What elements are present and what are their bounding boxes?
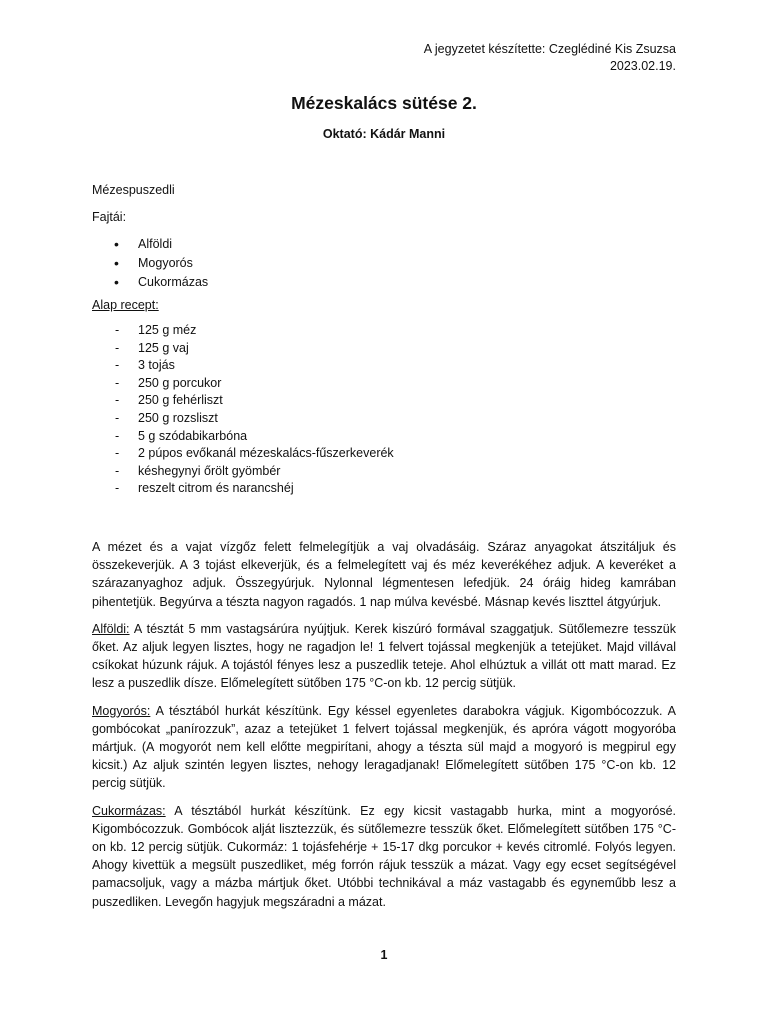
paragraph-text: A tésztából hurkát készítünk. Egy késsel egyenletes darabokra vágjuk. Kigombócozzuk. A gombócokat „panírozzuk”, azaz a tetejüket 1 felvert tojással megkenjük, és apróra vágott mogyoróba mártjuk. (A mogyorót nem kell előtte megpirítani, ahogy a tészta sül majd a mogyoró is megpirul egy kicsit.) Az aljuk szintén legyen lisztes, nehogy leragadjanak! Előmelegített sütőben 175 °C-on kb. 12 percig sütjük. — [92, 703, 676, 791]
paragraph-preparation — [92, 538, 676, 611]
types-label: Fajtái: — [92, 210, 127, 224]
paragraph-text: A tésztát 5 mm vastagsárúra nyújtjuk. Kerek kiszúró formával szaggatjuk. Sütőlemezre tesszük őket. Az aljuk legyen lisztes, hogy ne ragadjon le! 1 felvert tojással megkenjük a tetejüket. Majd villával csíkokat húzunk rájuk. A tojástól fényes lesz a puszedlik teteje. Ahol elhúztuk a villát ott matt marad. Ez lesz a puszedlik dísze. Előmelegített sütőben 175 °C-on kb. 12 percig sütjük. — [92, 621, 676, 691]
paragraph-heading: Mogyorós: — [92, 703, 151, 718]
types-list — [92, 235, 676, 292]
author-block — [424, 41, 676, 75]
ingredients-list — [92, 322, 676, 498]
paragraph-cukormazas — [92, 802, 676, 911]
paragraph-alfoldi — [92, 620, 676, 693]
paragraph-heading: Alföldi: — [92, 621, 130, 636]
paragraph-text: A mézet és a vajat vízgőz felett felmelegítjük a vaj olvadásáig. Száraz anyagokat átszitáljuk és összekeverjük. A 3 tojást elkeverjük, és a felmelegített vaj és méz keverékéhez adjuk. A keveréket a szárazanyaghoz adjuk. Összegyúrjuk. Nylonnal légmentesen lefedjük. 24 óráig hideg kamrában pihentetjük. Begyúrva a tészta nagyon ragadós. 1 nap múlva kevésbé. Másnap kevés liszttel átgyúrjuk. — [92, 539, 676, 609]
instructor-line: Oktató: Kádár Manni — [322, 127, 446, 141]
main-content — [92, 182, 676, 911]
paragraph-text: A tésztából hurkát készítünk. Ez egy kicsit vastagabb hurka, mint a mogyorósé. Kigombócozzuk. Gombócok alját lisztezzük, és sütőlemezre tesszük őket. Előmelegített sütőben 175 °C-on kb. 12 percig sütjük. Cukormáz: 1 tojásfehérje + 15-17 dkg porcukor + kevés citromlé. Folyós legyen. Ahogy kivettük a megsült puszedliket, még forrón rájuk tesszük a mázat. Vagy egy ecset segítségével pamacsoljuk, vagy a mázba mártjuk őket. Utóbbi technikával a máz vastagabb és egyneműbb lesz a puszedliken. Levegőn hagyjuk megszáradni a mázat. — [92, 803, 676, 909]
paragraph-mogyoros — [92, 702, 676, 793]
ingredient-item: - 250 g rozsliszt — [92, 410, 676, 428]
ingredient-item: - 3 tojás — [92, 357, 676, 375]
ingredient-item: - 125 g vaj — [92, 340, 676, 358]
ingredient-item: - 5 g szódabikarbóna — [92, 428, 676, 446]
recipe-label: Alap recept: — [92, 298, 159, 312]
list-item: • Mogyorós — [92, 254, 676, 273]
list-item: • Cukormázas — [92, 273, 676, 292]
ingredient-item: - 125 g méz — [92, 322, 676, 340]
ingredient-item: - 250 g fehérliszt — [92, 392, 676, 410]
page-number: 1 — [380, 948, 388, 962]
author-line: A jegyzetet készítette: Czeglédiné Kis Zsuzsa — [423, 42, 676, 56]
paragraph-heading: Cukormázas: — [92, 803, 166, 818]
document-date: 2023.02.19. — [609, 59, 676, 73]
document-title: Mézeskalács sütése 2. — [291, 93, 477, 113]
ingredient-item: - 250 g porcukor — [92, 375, 676, 393]
ingredient-item: - késhegynyi őrölt gyömbér — [92, 463, 676, 481]
section-subtitle: Mézespuszedli — [92, 183, 175, 197]
ingredient-item: - 2 púpos evőkanál mézeskalács-fűszerkeverék — [92, 445, 676, 463]
ingredient-item: - reszelt citrom és narancshéj — [92, 480, 676, 498]
list-item: • Alföldi — [92, 235, 676, 254]
